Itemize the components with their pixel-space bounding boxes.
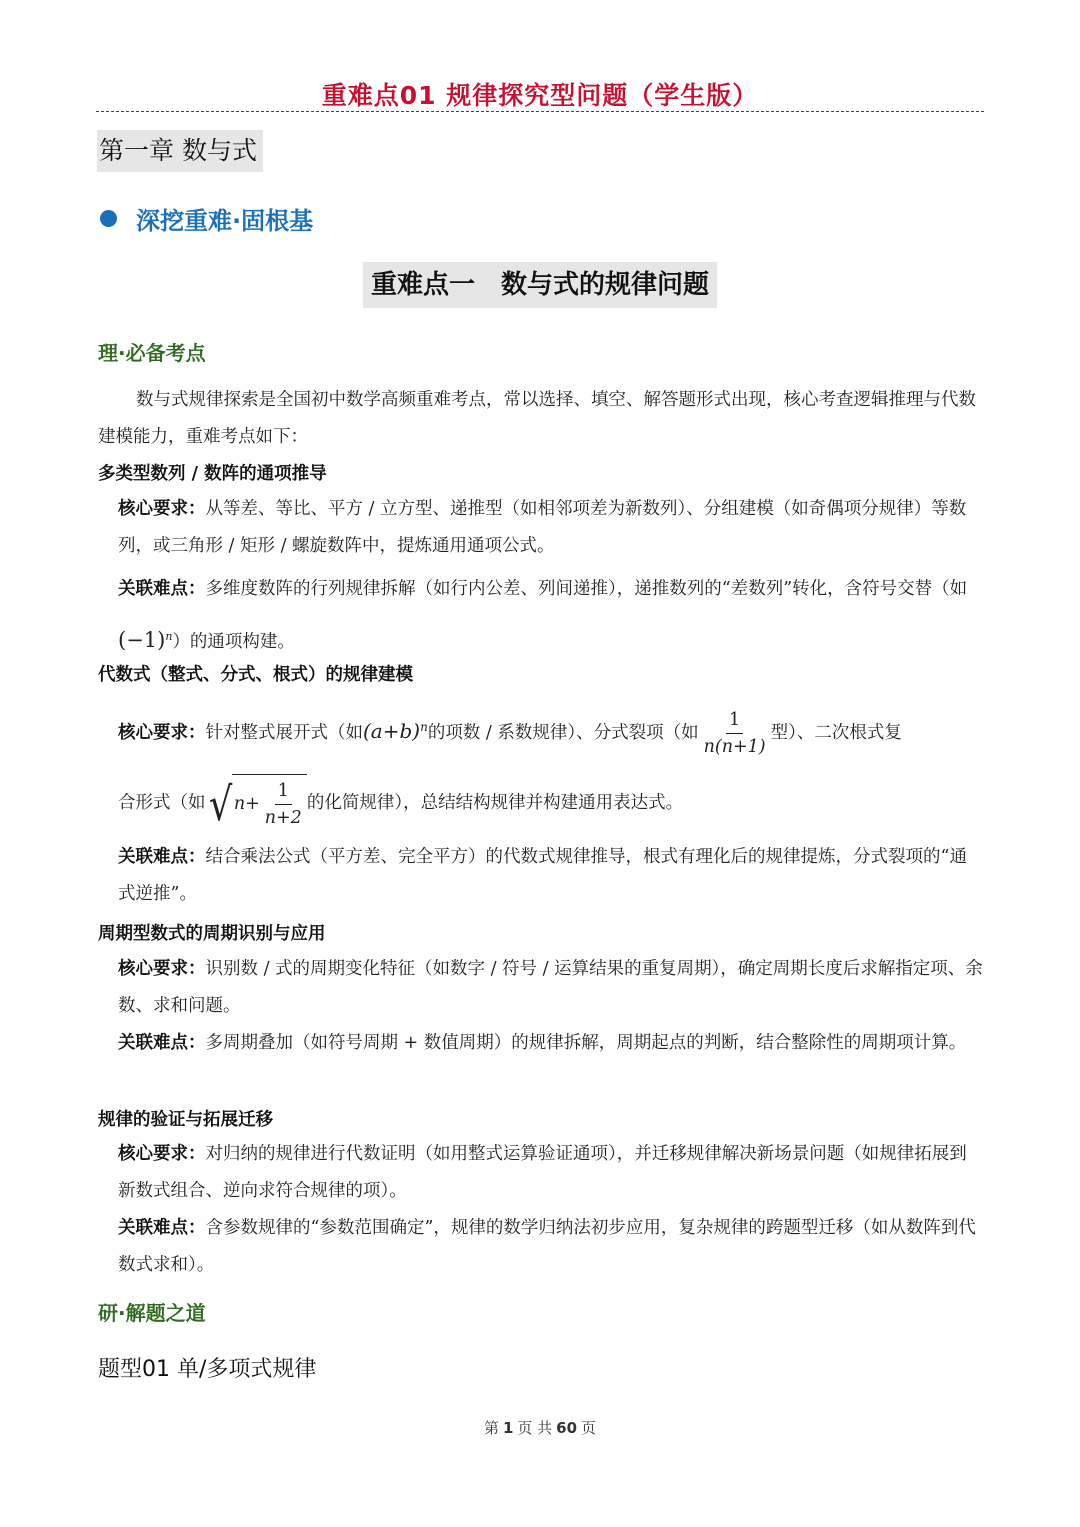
- category-3-hard: 关联难点：多周期叠加（如符号周期 + 数值周期）的规律拆解，周期起点的判断，结合整除性的周期项计算。: [118, 1033, 967, 1053]
- subheading-methods: 研·解题之道: [98, 1301, 206, 1325]
- category-1-hard: 关联难点：多维度数阵的行列规律拆解（如行内公差、列间递推），递推数列的“差数列”转化，含符号交替（如$(-1)^n$）的通项构建。: [118, 579, 968, 652]
- page-number: 1: [502, 1419, 514, 1437]
- chapter-title: 第一章 数与式: [97, 130, 263, 172]
- hard-label: 关联难点：: [118, 847, 206, 867]
- core-label: 核心要求：: [118, 722, 206, 743]
- category-3-core: 核心要求：识别数 / 式的周期变化特征（如数字 / 符号 / 运算结果的重复周期），确定周期长度后求解指定项、余数、求和问题。: [118, 959, 983, 1016]
- category-1-core: 核心要求：从等差、等比、平方 / 立方型、递推型（如相邻项差为新数列）、分组建模（如奇偶项分规律）等数列，或三角形 / 矩形 / 螺旋数阵中，提炼通用通项公式。: [118, 499, 967, 556]
- section-title: 重难点一 数与式的规律问题: [363, 262, 717, 308]
- fraction-one-over-n-n1: $\frac{1}{n(n+1)}$: [701, 707, 769, 760]
- subheading-essentials: 理·必备考点: [98, 341, 206, 365]
- page-header-title: 重难点01 规律探究型问题（学生版）: [321, 81, 759, 110]
- category-title-1: 多类型数列 / 数阵的通项推导: [98, 464, 327, 484]
- category-4-hard: 关联难点：含参数规律的“参数范围确定”，规律的数学归纳法初步应用，复杂规律的跨题型迁移（如从数阵到代数式求和）。: [118, 1218, 976, 1275]
- core-label: 核心要求：: [118, 499, 206, 519]
- core-label: 核心要求：: [118, 959, 206, 979]
- total-pages: 60: [556, 1419, 578, 1437]
- question-type-title: 题型01 单/多项式规律: [98, 1357, 317, 1382]
- bullet-dot-icon: [100, 210, 117, 227]
- category-4-core: 核心要求：对归纳的规律进行代数证明（如用整式运算验证通项），并迁移规律解决新场景问题（如规律拓展到新数式组合、逆向求符合规律的项）。: [118, 1144, 967, 1201]
- category-2-core-line1: 核心要求：针对整式展开式（如$(a+b)^n$的项数 / 系数规律）、分式裂项（如 $\frac{1}{n(n+1)}$ 型）、二次根式复: [118, 698, 984, 762]
- sqrt-expression: √ n+ $\frac{1}{n+2}$: [206, 774, 307, 833]
- hard-label: 关联难点：: [118, 1033, 206, 1053]
- hard-label: 关联难点：: [118, 1218, 206, 1238]
- category-title-2: 代数式（整式、分式、根式）的规律建模: [98, 665, 413, 685]
- bullet-heading: [100, 200, 313, 236]
- header-divider: [96, 111, 984, 112]
- category-title-3: 周期型数式的周期识别与应用: [98, 924, 326, 944]
- math-binomial: (a+b): [363, 718, 421, 743]
- bullet-heading-text: 深挖重难·固根基: [136, 206, 314, 235]
- core-label: 核心要求：: [118, 1144, 206, 1164]
- page-footer: 第 1 页 共 60 页: [483, 1419, 597, 1437]
- category-2-core-line2: 合形式（如 √ n+ $\frac{1}{n+2}$ 的化简规律），总结结构规律并构建通用表达式。: [118, 774, 984, 833]
- category-title-4: 规律的验证与拓展迁移: [98, 1110, 273, 1130]
- hard-label: 关联难点：: [118, 579, 206, 599]
- intro-paragraph: 数与式规律探索是全国初中数学高频重难考点，常以选择、填空、解答题形式出现，核心考查逻辑推理与代数建模能力，重难考点如下：: [98, 390, 976, 447]
- radical-sign-icon: √: [208, 776, 232, 831]
- math-neg-one: (−1): [118, 627, 166, 652]
- category-2-hard: 关联难点：结合乘法公式（平方差、完全平方）的代数式规律推导，根式有理化后的规律提炼，分式裂项的“通式逆推”。: [118, 847, 967, 904]
